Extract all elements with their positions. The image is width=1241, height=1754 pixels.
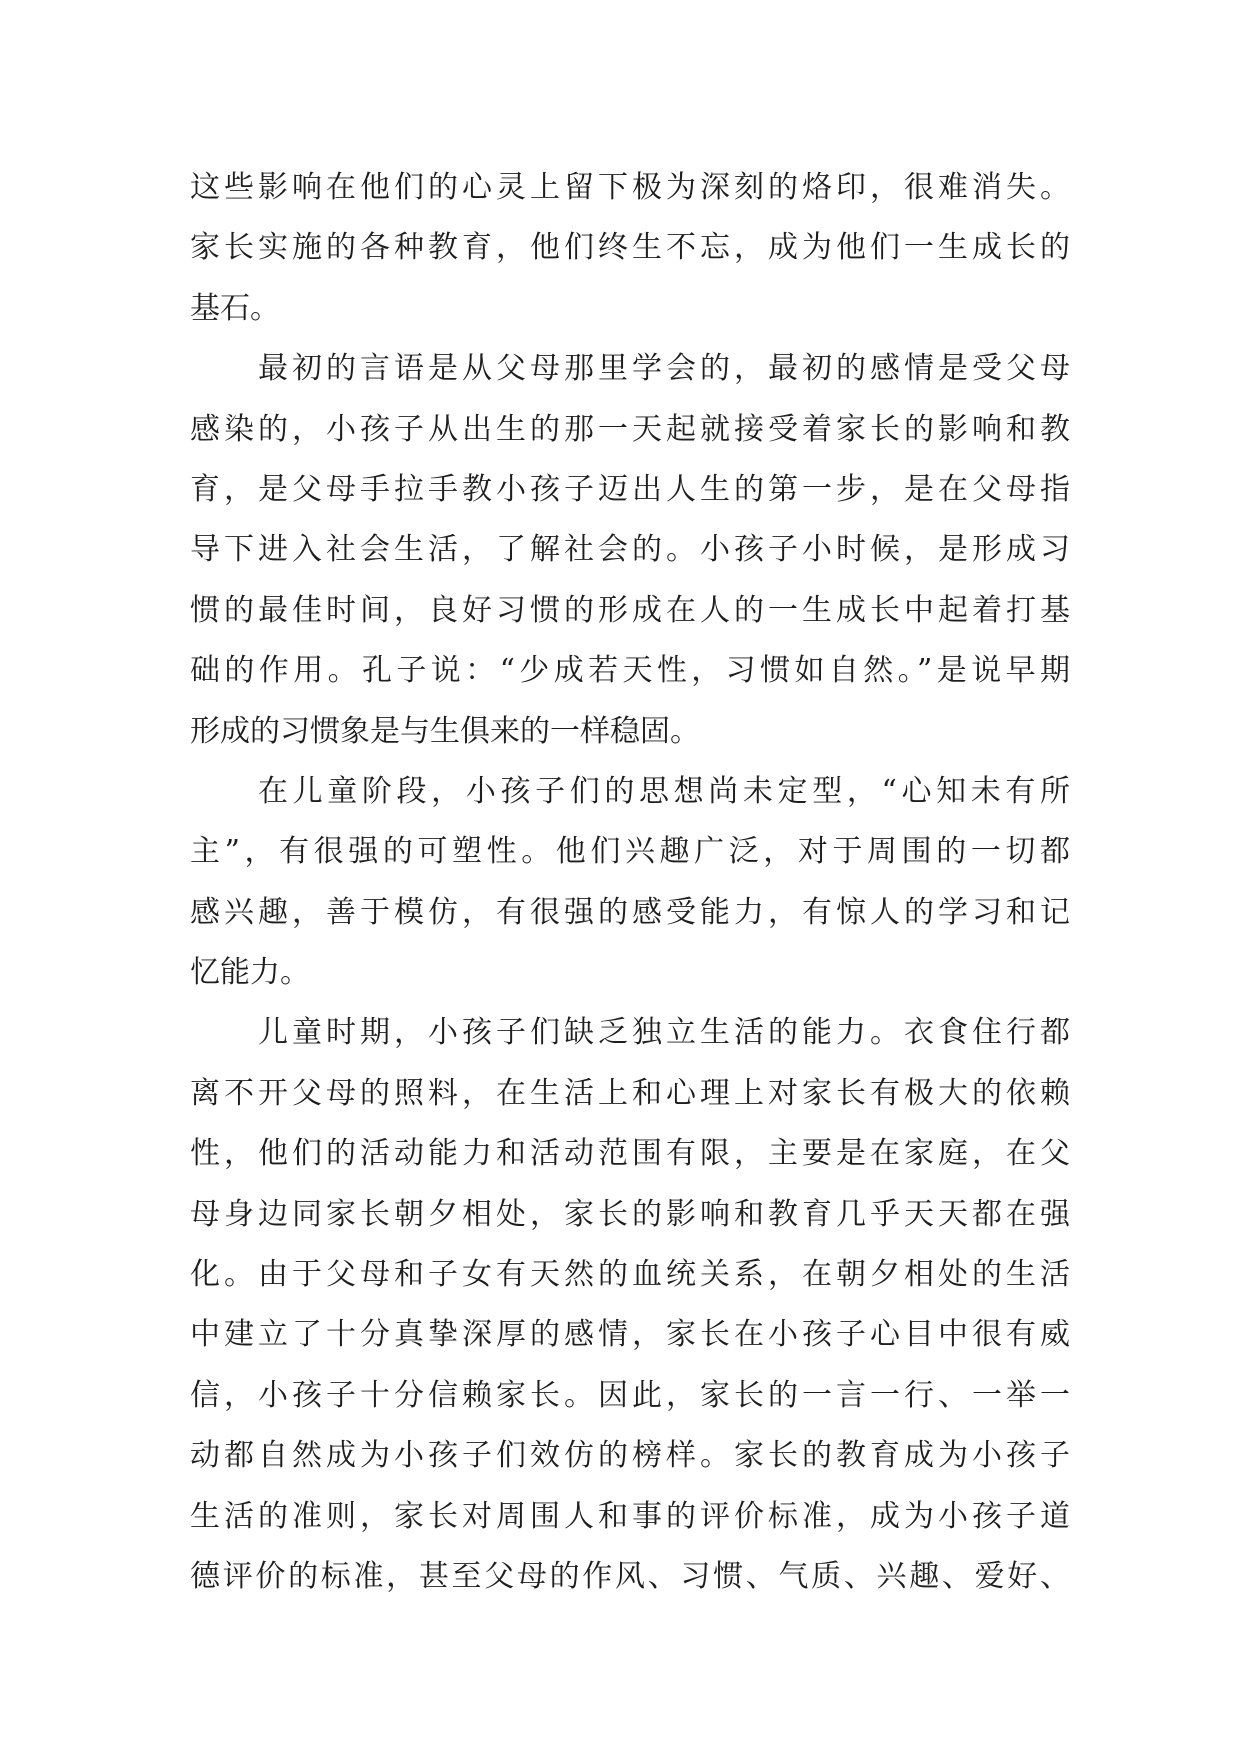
text-line: 育，是父母手拉手教小孩子迈出人生的第一步，是在父母指 bbox=[190, 471, 1070, 507]
text-line: 在儿童阶段，小孩子们的思想尚未定型，“心知未有所 bbox=[258, 773, 1070, 809]
text-line: 家长实施的各种教育，他们终生不忘，成为他们一生成长的 bbox=[190, 230, 1070, 266]
paragraph bbox=[190, 158, 1070, 339]
text-line: 信，小孩子十分信赖家长。因此，家长的一言一行、一举一 bbox=[190, 1377, 1070, 1413]
text-line: 惯的最佳时间，良好习惯的形成在人的一生成长中起着打基 bbox=[190, 592, 1070, 628]
text-line: 导下进入社会生活，了解社会的。小孩子小时候，是形成习 bbox=[190, 532, 1070, 568]
text-line: 最初的言语是从父母那里学会的，最初的感情是受父母 bbox=[258, 351, 1070, 387]
text-line: 感染的，小孩子从出生的那一天起就接受着家长的影响和教 bbox=[190, 411, 1070, 447]
text-line: 忆能力。 bbox=[190, 955, 310, 991]
text-line: 这些影响在他们的心灵上留下极为深刻的烙印，很难消失。 bbox=[190, 170, 1070, 205]
text-line: 感兴趣，善于模仿，有很强的感受能力，有惊人的学习和记 bbox=[190, 894, 1070, 930]
text-line: 动都自然成为小孩子们效仿的榜样。家长的教育成为小孩子 bbox=[190, 1438, 1070, 1474]
text-line: 形成的习惯象是与生俱来的一样稳固。 bbox=[190, 713, 700, 749]
text-line: 主”，有很强的可塑性。他们兴趣广泛，对于周围的一切都 bbox=[190, 834, 1070, 870]
text-line: 基石。 bbox=[190, 290, 280, 326]
text-line: 础的作用。孔子说：“少成若天性，习惯如自然。”是说早期 bbox=[190, 653, 1070, 689]
text-line: 生活的准则，家长对周围人和事的评价标准，成为小孩子道 bbox=[190, 1498, 1070, 1534]
text-line: 儿童时期，小孩子们缺乏独立生活的能力。衣食住行都 bbox=[258, 1015, 1070, 1051]
text-line: 母身边同家长朝夕相处，家长的影响和教育几乎天天都在强 bbox=[190, 1196, 1070, 1232]
paragraph bbox=[190, 762, 1070, 1004]
paragraph bbox=[190, 339, 1070, 762]
text-line: 性，他们的活动能力和活动范围有限，主要是在家庭，在父 bbox=[190, 1136, 1070, 1172]
body-text bbox=[190, 158, 1070, 1607]
text-line: 离不开父母的照料，在生活上和心理上对家长有极大的依赖 bbox=[190, 1075, 1070, 1111]
paragraph bbox=[190, 1003, 1070, 1607]
text-line: 德评价的标准，甚至父母的作风、习惯、气质、兴趣、爱好、 bbox=[190, 1558, 1070, 1594]
text-line: 化。由于父母和子女有天然的血统关系，在朝夕相处的生活 bbox=[190, 1257, 1070, 1293]
text-line: 中建立了十分真挚深厚的感情，家长在小孩子心目中很有威 bbox=[190, 1317, 1070, 1353]
